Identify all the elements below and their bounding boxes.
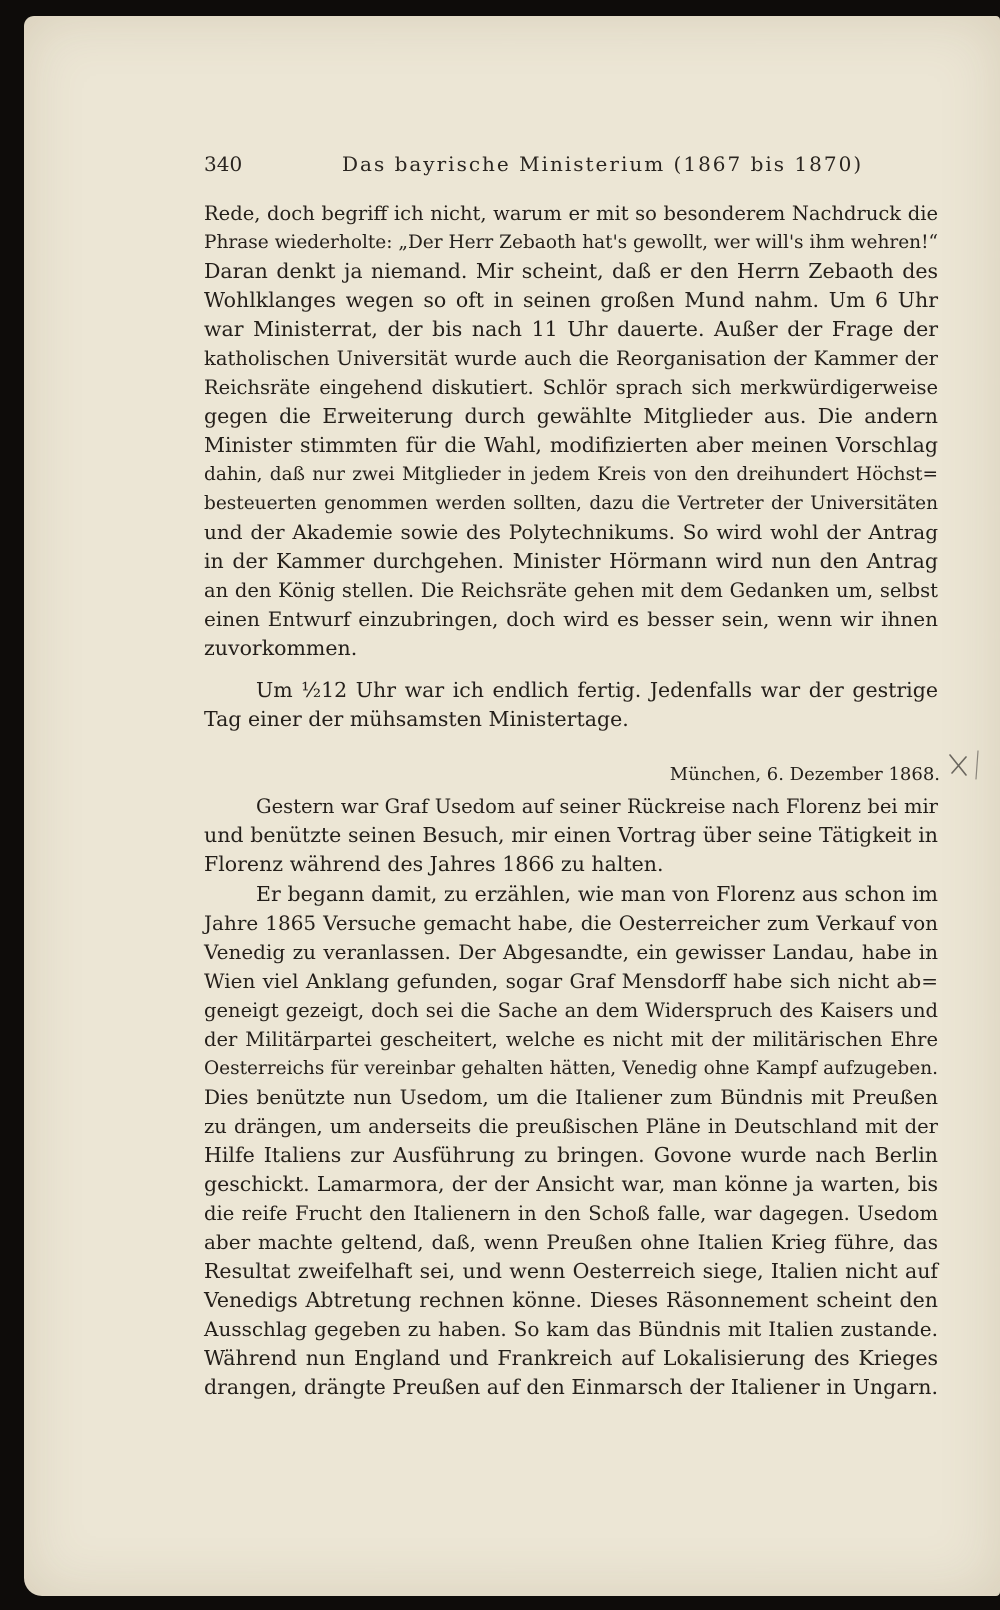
paragraph-2: [204, 676, 938, 734]
text-line: Phrase wiederholte: „Der Herr Zebaoth hat's gewollt, wer will's ihm wehren!“: [204, 232, 938, 253]
text-line: Tag einer der mühsamsten Ministertage.: [204, 707, 629, 731]
text-line: Rede, doch begriff ich nicht, warum er mit so besonderem Nachdruck die: [204, 202, 938, 225]
text-line: in der Kammer durchgehen. Minister Hörmann wird nun den Antrag: [204, 549, 938, 573]
paragraph-1: [204, 199, 938, 663]
pencil-mark-icon: [946, 749, 986, 783]
text-line: Minister stimmten für die Wahl, modifizierten aber meinen Vorschlag: [204, 433, 938, 457]
text-line: war Ministerrat, der bis nach 11 Uhr dauerte. Außer der Frage der: [204, 317, 938, 341]
text-line: Ausschlag gegeben zu haben. So kam das Bündnis mit Italien zustande.: [204, 1317, 938, 1341]
text-line: Oesterreichs für vereinbar gehalten hätten, Venedig ohne Kampf aufzugeben.: [204, 1058, 938, 1079]
text-line: Wien viel Anklang gefunden, sogar Graf Mensdorff habe sich nicht ab=: [204, 969, 938, 993]
paragraph-3: [204, 792, 938, 879]
text-line: und der Akademie sowie des Polytechnikums. So wird wohl der Antrag: [204, 520, 938, 544]
text-line: an den König stellen. Die Reichsräte gehen mit dem Gedanken um, selbst: [204, 579, 938, 602]
text-line: geneigt gezeigt, doch sei die Sache an dem Widerspruch des Kaisers und: [204, 999, 938, 1022]
text-line: Gestern war Graf Usedom auf seiner Rückreise nach Florenz bei mir: [256, 795, 938, 818]
dateline: München, 6. Dezember 1868.: [669, 764, 940, 785]
text-line: Florenz während des Jahres 1866 zu halten.: [204, 852, 664, 876]
text-line: Reichsräte eingehend diskutiert. Schlör sprach sich merkwürdigerweise: [204, 376, 938, 399]
text-line: Während nun England und Frankreich auf Lokalisierung des Krieges: [204, 1346, 938, 1370]
text-line: Hilfe Italiens zur Ausführung zu bringen. Govone wurde nach Berlin: [204, 1143, 938, 1167]
text-line: der Militärpartei gescheitert, welche es nicht mit der militärischen Ehre: [204, 1028, 938, 1051]
text-line: aber machte geltend, daß, wenn Preußen ohne Italien Krieg führe, das: [204, 1230, 938, 1254]
text-line: und benützte seinen Besuch, mir einen Vortrag über seine Tätigkeit in: [204, 823, 938, 847]
text-line: zu drängen, um anderseits die preußischen Pläne in Deutschland mit der: [204, 1115, 938, 1138]
running-title: Das bayrische Ministerium (1867 bis 1870): [342, 152, 864, 176]
text-line: drangen, drängte Preußen auf den Einmarsch der Italiener in Ungarn.: [204, 1375, 938, 1399]
text-line: Er begann damit, zu erzählen, wie man von Florenz aus schon im: [256, 882, 938, 906]
text-line: Daran denkt ja niemand. Mir scheint, daß er den Herrn Zebaoth des: [204, 259, 938, 283]
text-line: besteuerten genommen werden sollten, dazu die Vertreter der Universitäten: [204, 493, 938, 514]
text-line: dahin, daß nur zwei Mitglieder in jedem Kreis von den dreihundert Höchst=: [204, 464, 938, 485]
text-line: Wohlklanges wegen so oft in seinen großen Mund nahm. Um 6 Uhr: [204, 288, 938, 312]
text-line: Dies benützte nun Usedom, um die Italiener zum Bündnis mit Preußen: [204, 1085, 938, 1109]
text-line: einen Entwurf einzubringen, doch wird es besser sein, wenn wir ihnen: [204, 607, 938, 631]
text-line: die reife Frucht den Italienern in den Schoß falle, war dagegen. Usedom: [204, 1202, 938, 1225]
text-line: Venedig zu veranlassen. Der Abgesandte, ein gewisser Landau, habe in: [204, 940, 938, 964]
text-line: Resultat zweifelhaft sei, und wenn Oesterreich siege, Italien nicht auf: [204, 1259, 938, 1283]
text-line: Venedigs Abtretung rechnen könne. Dieses Räsonnement scheint den: [204, 1288, 938, 1312]
page-number: 340: [204, 152, 243, 176]
text-line: katholischen Universität wurde auch die Reorganisation der Kammer der: [204, 347, 938, 370]
text-line: zuvorkommen.: [204, 636, 358, 660]
text-line: Um ½12 Uhr war ich endlich fertig. Jedenfalls war der gestrige: [256, 678, 938, 702]
text-line: Jahre 1865 Versuche gemacht habe, die Oesterreicher zum Verkauf von: [204, 911, 938, 935]
paragraph-4: [204, 880, 938, 1402]
text-line: gegen die Erweiterung durch gewählte Mitglieder aus. Die andern: [204, 404, 938, 428]
text-line: geschickt. Lamarmora, der der Ansicht war, man könne ja warten, bis: [204, 1172, 938, 1196]
book-page: [24, 16, 1000, 1596]
